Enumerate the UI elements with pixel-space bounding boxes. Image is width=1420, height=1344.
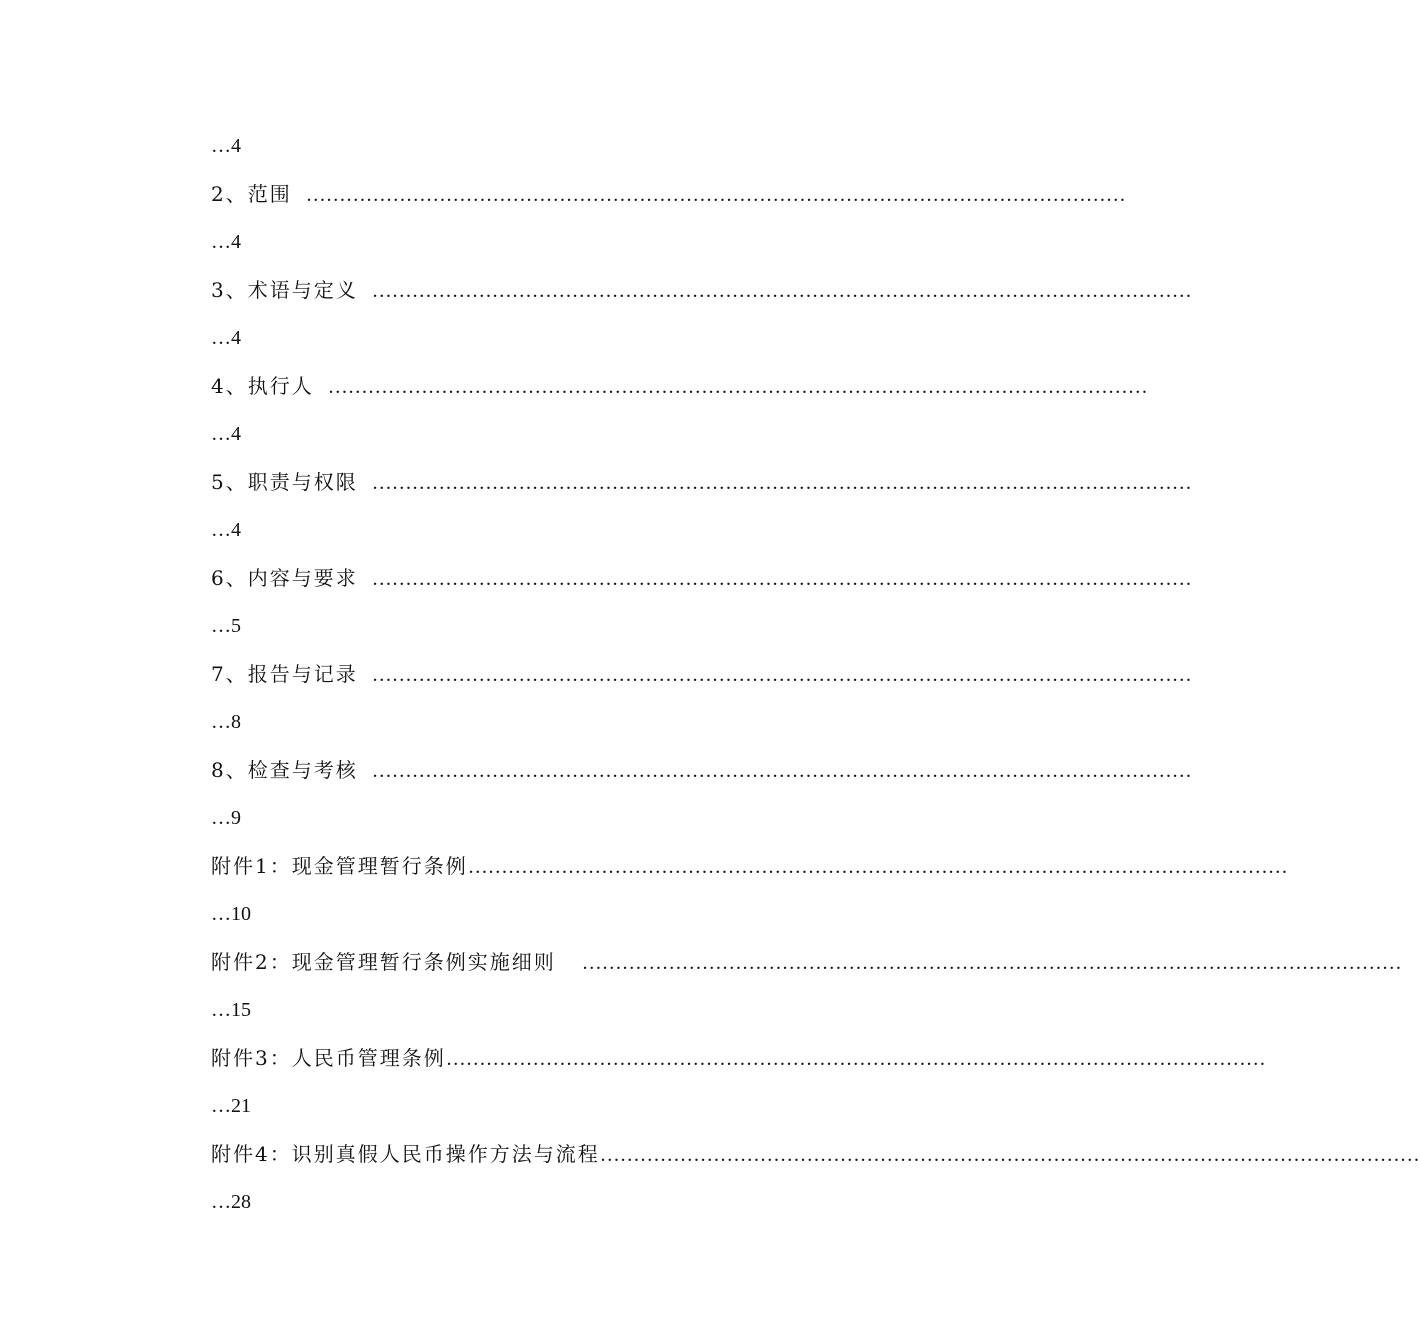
toc-leader-dots: ……………………………………………………………………………………………………………	[581, 952, 1402, 974]
toc-page-number: …15	[211, 999, 251, 1021]
toc-leader-dots: ……………………………………………………………………………………………………………	[599, 1144, 1420, 1166]
toc-page-number: …4	[211, 231, 241, 253]
toc-entry[interactable]	[211, 1130, 1420, 1226]
toc-entry-label: 8、检查与考核	[211, 758, 358, 782]
toc-leader-dots: ……………………………………………………………………………………………………………	[371, 760, 1192, 782]
toc-entry[interactable]	[211, 1034, 1266, 1130]
toc-leader-dots: ……………………………………………………………………………………………………………	[445, 1048, 1266, 1070]
toc-entry-label: 附件4：识别真假人民币操作方法与流程	[211, 1142, 600, 1166]
toc-leader-dots: ……………………………………………………………………………………………………………	[371, 472, 1192, 494]
toc-page-number: …5	[211, 615, 241, 637]
toc-leader-dots: ……………………………………………………………………………………………………………	[371, 664, 1192, 686]
toc-page-number: …4	[211, 135, 241, 157]
toc-leader-dots: ……………………………………………………………………………………………………………	[371, 568, 1192, 590]
toc-entry-label: 附件1：现金管理暂行条例	[211, 854, 468, 878]
toc-page-number: …28	[211, 1191, 251, 1213]
toc-entry-label: 附件3：人民币管理条例	[211, 1046, 446, 1070]
toc-entry-label: 5、职责与权限	[211, 470, 358, 494]
toc-page-number: …9	[211, 807, 241, 829]
toc-entry[interactable]	[211, 650, 1192, 746]
toc-entry-label: 7、报告与记录	[211, 662, 358, 686]
toc-entry-label: 2、范围	[211, 182, 292, 206]
toc-leader-dots: ……………………………………………………………………………………………………………	[371, 280, 1192, 302]
toc-entry[interactable]	[211, 842, 1288, 938]
toc-leader-dots: ……………………………………………………………………………………………………………	[305, 184, 1126, 206]
toc-leader-dots: ……………………………………………………………………………………………………………	[327, 376, 1148, 398]
toc-entry[interactable]	[211, 554, 1192, 650]
toc-entry[interactable]	[211, 266, 1192, 362]
toc-page-number: …10	[211, 903, 251, 925]
toc-page-number: …4	[211, 327, 241, 349]
toc-entry-label: 6、内容与要求	[211, 566, 358, 590]
toc-entry-label: 3、术语与定义	[211, 278, 358, 302]
toc-page-number: …4	[211, 519, 241, 541]
toc-entry-label: 附件2：现金管理暂行条例实施细则	[211, 950, 556, 974]
toc-entry[interactable]	[211, 746, 1192, 842]
toc-entry[interactable]	[211, 458, 1192, 554]
toc-page-number: …4	[211, 423, 241, 445]
toc-page-number: …21	[211, 1095, 251, 1117]
toc-entry[interactable]	[211, 170, 1126, 266]
toc-entry[interactable]	[211, 938, 1402, 1034]
toc-page-number: …8	[211, 711, 241, 733]
toc-entry-continuation	[211, 122, 804, 170]
toc-entry-label: 4、执行人	[211, 374, 314, 398]
toc-leader-dots: ……………………………………………………………………………………………………………	[467, 856, 1288, 878]
toc-entry[interactable]	[211, 362, 1148, 458]
table-of-contents	[211, 122, 1420, 1226]
